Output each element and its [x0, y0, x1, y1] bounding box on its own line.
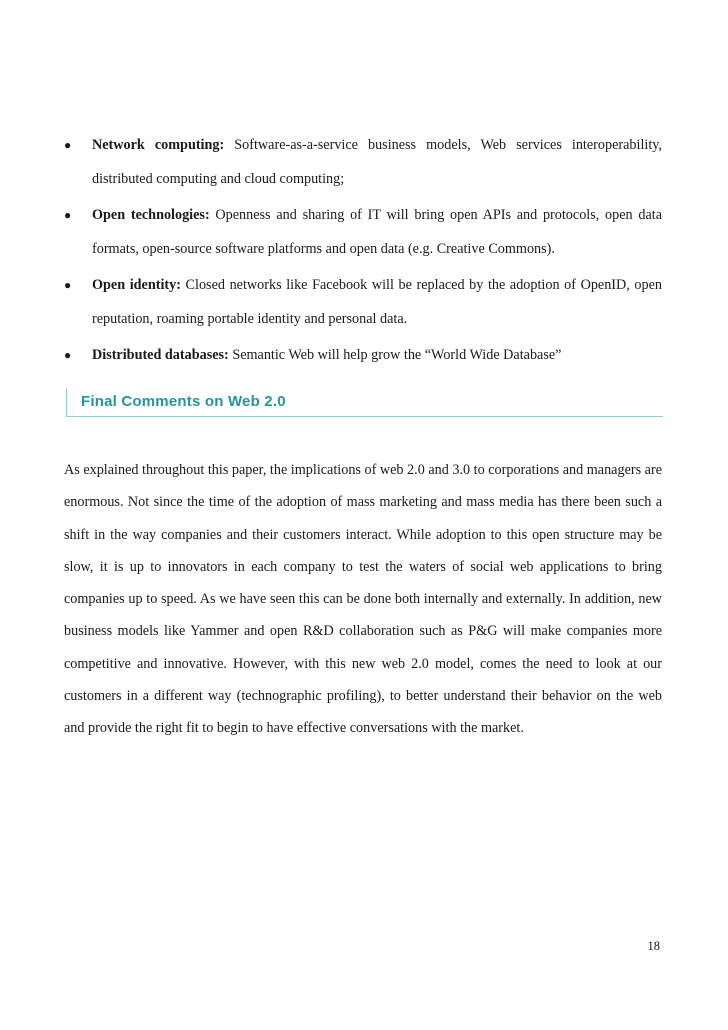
bullet-text: Software-as-a-service business models, Web services interoperability, distributed computing and cloud computing;: [92, 137, 662, 187]
bullet-term: Open technologies:: [92, 207, 210, 223]
body-paragraph: As explained throughout this paper, the implications of web 2.0 and 3.0 to corporations and managers are enormous. Not since the time of the adoption of mass marketing and mass media has there been such a shift in the way companies and their customers interact. While adoption to this open structure may be slow, it is up to innovators in each company to test the waters of social web applications to bring companies up to speed. As we have seen this can be done both internally and externally. In addition, new business models like Yammer and open R&D collaboration such as P&G will make companies more competitive and innovative. However, with this new web 2.0 model, comes the need to look at our customers in a different way (technographic profiling), to better understand their behavior on the web and provide the right fit to begin to have effective conversations with the market.: [64, 462, 662, 737]
bullet-icon: ●: [64, 278, 72, 292]
bullet-item-open-technologies: [64, 198, 662, 266]
bullet-icon: ●: [64, 208, 72, 222]
bullet-item-network-computing: [64, 128, 662, 196]
bullet-icon: ●: [64, 348, 72, 362]
bullet-icon: ●: [64, 138, 72, 152]
bullet-text: Openness and sharing of IT will bring open APIs and protocols, open data formats, open-source software platforms and open data (e.g. Creative Commons).: [92, 207, 662, 257]
bullet-list: [64, 128, 662, 374]
page-number: 18: [647, 939, 660, 953]
section-heading-frame: [66, 388, 663, 417]
bullet-item-open-identity: [64, 268, 662, 336]
section-heading: Final Comments on Web 2.0: [81, 393, 286, 410]
bullet-text: Semantic Web will help grow the “World Wide Database”: [228, 347, 562, 363]
bullet-term: Open identity:: [92, 277, 181, 293]
bullet-term: Distributed databases:: [92, 347, 229, 363]
bullet-term: Network computing:: [92, 137, 225, 153]
bullet-item-distributed-databases: [64, 338, 662, 372]
bullet-text: Closed networks like Facebook will be replaced by the adoption of OpenID, open reputation, roaming portable identity and personal data.: [92, 277, 663, 327]
